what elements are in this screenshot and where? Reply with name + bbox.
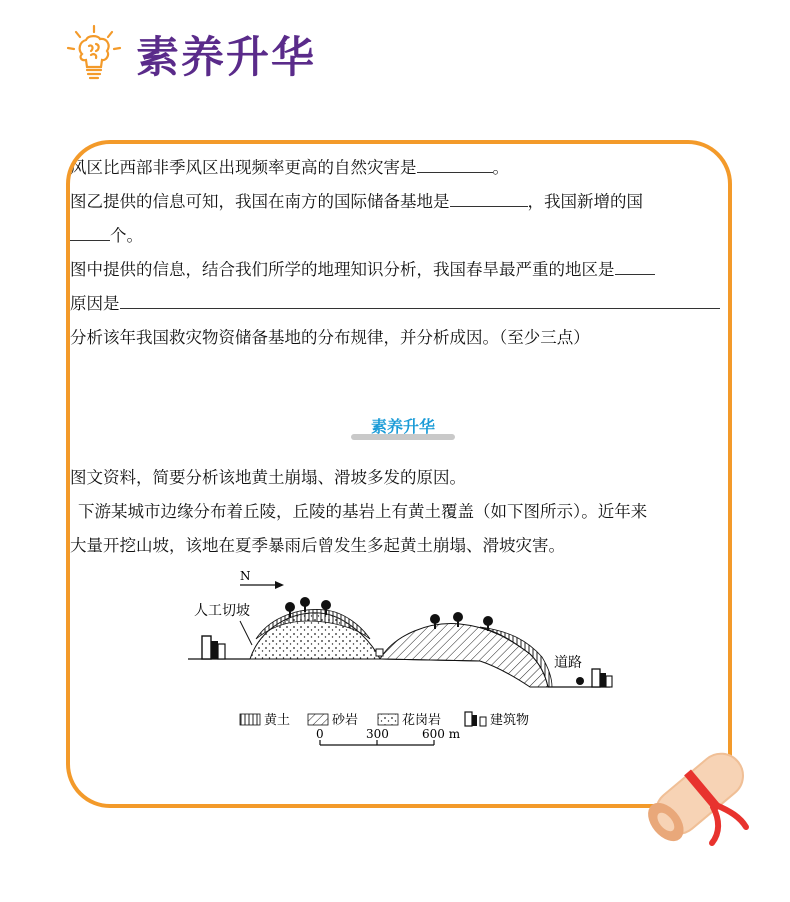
task-line-3: 大量开挖山坡，该地在夏季暴雨后曾发生多起黄土崩塌、滑坡灾害。 — [70, 536, 565, 555]
answer-blank[interactable] — [70, 224, 110, 241]
question-2-end: 个。 — [110, 226, 143, 245]
page-header — [64, 22, 316, 86]
cut-slope-label: 人工切坡 — [194, 603, 250, 619]
task-line-2: 下游某城市边缘分布着丘陵，丘陵的基岩上有黄土覆盖（如下图所示）。近年来 — [78, 502, 648, 521]
scale-600: 600 m — [422, 727, 461, 741]
scroll-decoration-icon — [628, 725, 768, 865]
content-card — [66, 140, 732, 808]
hill-cross-section-diagram — [180, 569, 620, 754]
building-right — [592, 669, 612, 687]
legend-granite: 花岗岩 — [402, 713, 442, 728]
question-1-text: 风区比西部非季风区出现频率更高的自然灾害是 — [70, 158, 417, 177]
question-2-mid: ，我国新增的国 — [527, 192, 643, 211]
north-label: N — [240, 569, 251, 583]
question-2-continued — [70, 222, 143, 246]
north-arrow — [240, 569, 284, 589]
scale-0: 0 — [316, 727, 324, 741]
question-3-reason — [70, 290, 720, 314]
section-badge — [351, 412, 455, 440]
scale-bar — [316, 727, 461, 745]
question-3-reason-text: 原因是 — [70, 294, 120, 313]
answer-blank[interactable] — [120, 292, 720, 309]
question-2-text: 图乙提供的信息可知，我国在南方的国际储备基地是 — [70, 192, 450, 211]
page-title: 素养升华 — [136, 32, 316, 83]
scale-300: 300 — [366, 727, 389, 741]
legend-building: 建筑物 — [490, 713, 530, 728]
question-2 — [70, 188, 643, 212]
question-4-text: 分析该年我国救灾物资储备基地的分布规律，并分析成因。（至少三点） — [70, 328, 590, 347]
answer-blank[interactable] — [450, 190, 528, 207]
question-4 — [70, 324, 590, 348]
building-left — [202, 636, 225, 659]
road-label: 道路 — [554, 655, 582, 671]
question-1 — [70, 154, 509, 178]
question-3-text: 图中提供的信息，结合我们所学的地理知识分析，我国春旱最严重的地区是 — [70, 260, 615, 279]
question-3 — [70, 256, 655, 280]
legend-sandstone: 砂岩 — [332, 713, 359, 728]
answer-blank[interactable] — [615, 258, 655, 275]
diagram-legend — [240, 712, 529, 728]
legend-loess: 黄土 — [264, 713, 291, 728]
lightbulb-brain-icon — [64, 24, 124, 84]
task-line-1: 图文资料，简要分析该地黄土崩塌、滑坡多发的原因。 — [70, 468, 466, 487]
question-1-end: 。 — [492, 158, 509, 177]
answer-blank[interactable] — [417, 156, 493, 173]
section-badge-label: 素养升华 — [370, 417, 435, 436]
